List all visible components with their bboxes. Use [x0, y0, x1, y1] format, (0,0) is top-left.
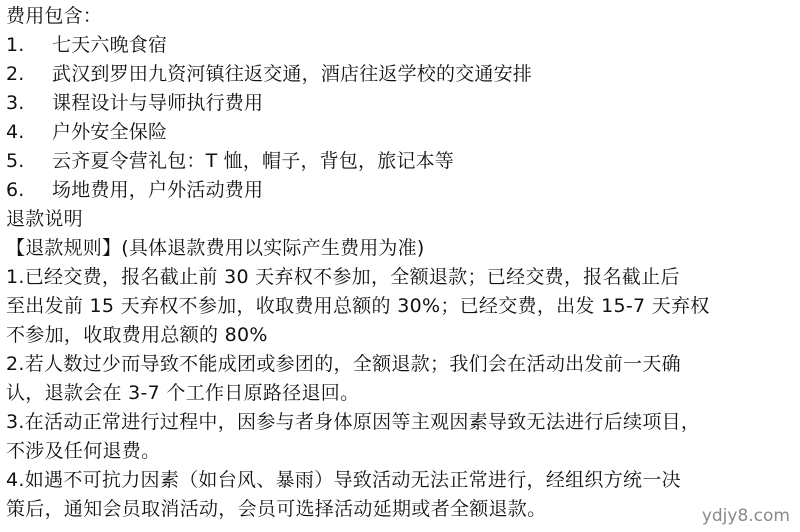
- refund-rule-1: [6, 263, 794, 350]
- refund-rule-line: 4.如遇不可抗力因素（如台风、暴雨）导致活动无法正常进行，经组织方统一决: [6, 469, 681, 491]
- refund-rule-2: [6, 350, 794, 408]
- refund-rule-3: [6, 408, 794, 466]
- fee-item-number: 3.: [6, 92, 25, 114]
- fee-item-number: 2.: [6, 63, 25, 85]
- refund-rule-line: 不参加，收取费用总额的 80%: [6, 324, 268, 346]
- refund-rule-line: 1.已经交费，报名截止前 30 天弃权不参加，全额退款；已经交费，报名截止后: [6, 266, 680, 288]
- refund-rule-line: 认，退款会在 3-7 个工作日原路径退回。: [6, 382, 360, 404]
- fee-item-number: 1.: [6, 34, 25, 56]
- refund-rule-line: 至出发前 15 天弃权不参加，收取费用总额的 30%；已经交费，出发 15-7 天弃权: [6, 295, 710, 317]
- refund-heading: 退款说明: [6, 208, 83, 230]
- fee-item-text: 武汉到罗田九资河镇往返交通，酒店往返学校的交通安排: [52, 63, 533, 85]
- fee-item-text: 七天六晚食宿: [52, 34, 168, 56]
- refund-rule-line: 3.在活动正常进行过程中，因参与者身体原因等主观因素导致无法进行后续项目，: [6, 411, 701, 433]
- site-watermark: ydjy8.com: [701, 506, 790, 526]
- fee-item: [6, 118, 794, 147]
- refund-rule-line: 2.若人数过少而导致不能成团或参团的，全额退款；我们会在活动出发前一天确: [6, 353, 681, 375]
- fee-item-text: 课程设计与导师执行费用: [52, 92, 264, 114]
- fee-item: [6, 176, 794, 205]
- document-body: [6, 2, 794, 524]
- refund-rule-line: 策后，通知会员取消活动，会员可选择活动延期或者全额退款。: [6, 498, 547, 520]
- fee-item-text: 户外安全保险: [52, 121, 168, 143]
- fee-item-number: 4.: [6, 121, 25, 143]
- fee-item: [6, 89, 794, 118]
- fee-item: [6, 31, 794, 60]
- fee-item-number: 5.: [6, 150, 25, 172]
- refund-rules-title: 【退款规则】(具体退款费用以实际产生费用为准): [6, 237, 425, 259]
- refund-rule-4: [6, 466, 794, 524]
- refund-rule-line: 不涉及任何退费。: [6, 440, 161, 462]
- fee-item: [6, 60, 794, 89]
- fee-item: [6, 147, 794, 176]
- fee-item-text: 场地费用，户外活动费用: [52, 179, 264, 201]
- fee-item-number: 6.: [6, 179, 25, 201]
- fee-item-text: 云齐夏令营礼包：T 恤，帽子，背包，旅记本等: [52, 150, 455, 172]
- fees-heading: 费用包含：: [6, 5, 103, 27]
